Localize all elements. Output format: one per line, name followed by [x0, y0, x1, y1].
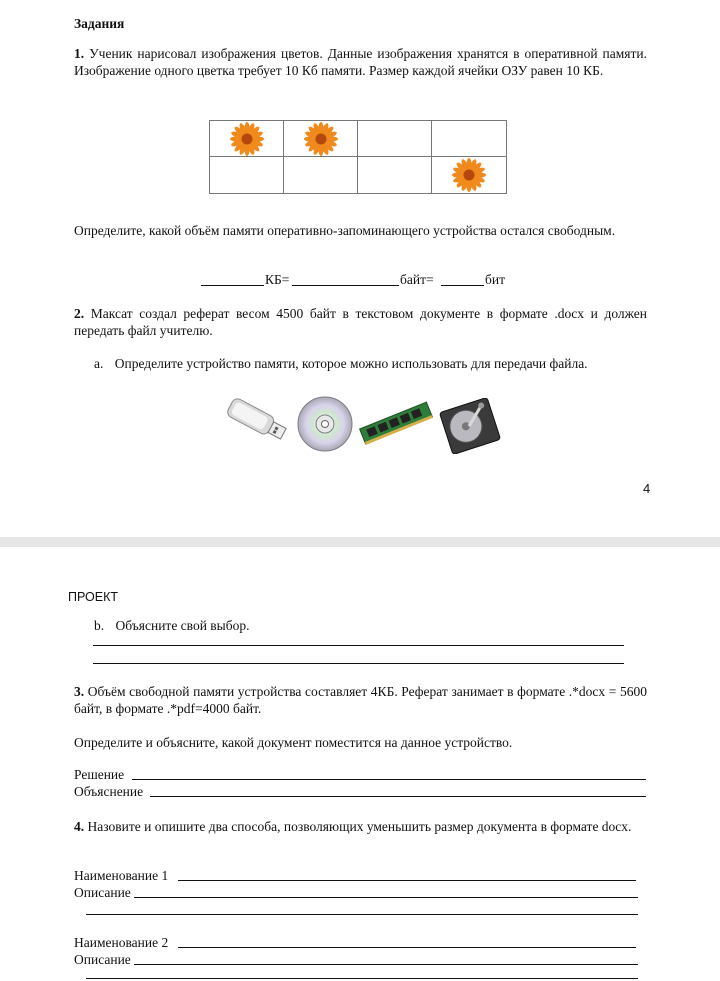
question-4-text	[74, 818, 647, 835]
description-1-label: Описание	[74, 885, 131, 900]
item-b-marker: b.	[94, 618, 105, 633]
question-4-body: Назовите и опишите два способа, позволяющих уменьшить размер документа в формате docx.	[87, 819, 632, 834]
flower-icon	[452, 158, 486, 192]
flower-icon	[230, 122, 264, 156]
question-2-text	[74, 305, 647, 339]
question-3-body: Объём свободной памяти устройства составляет 4КБ. Реферат занимает в формате .*docx = 5600 байт, в формате .*pdf=4000 байт.	[74, 684, 648, 716]
question-1-text	[74, 45, 647, 79]
item-a-text: Определите устройство памяти, которое можно использовать для передачи файла.	[114, 356, 588, 371]
name-1-label: Наименование 1	[74, 868, 169, 883]
question-3-text	[74, 683, 647, 717]
question-1-number: 1.	[74, 46, 85, 61]
description-1-line[interactable]	[134, 897, 638, 898]
description-2-line-extra[interactable]	[86, 978, 638, 979]
page-header: ПРОЕКТ	[68, 590, 119, 604]
blank-kb[interactable]	[201, 285, 264, 286]
ram-cell	[358, 157, 432, 193]
ram-cell	[358, 121, 432, 157]
page-separator	[0, 537, 720, 547]
explanation-label: Объяснение	[74, 784, 144, 799]
cd-disc-icon	[296, 395, 354, 453]
description-2-label: Описание	[74, 952, 131, 967]
description-2-line[interactable]	[134, 964, 638, 965]
answer-line[interactable]	[93, 645, 624, 646]
bit-label: бит	[485, 272, 505, 287]
answer-line-1	[201, 271, 541, 289]
ram-module-icon	[356, 398, 436, 448]
question-2b	[94, 617, 250, 634]
question-3-task: Определите и объясните, какой документ поместится на данное устройство.	[74, 735, 513, 750]
kb-label: КБ=	[265, 272, 290, 287]
item-b-text: Объясните свой выбор.	[115, 618, 250, 633]
byte-label: байт=	[400, 272, 434, 287]
item-a-marker: a.	[94, 356, 104, 371]
question-2a	[94, 355, 654, 372]
flower-icon	[304, 122, 338, 156]
ram-cells-table	[209, 120, 507, 194]
page-number: 4	[643, 481, 651, 496]
ram-cell	[284, 157, 358, 193]
explanation-line[interactable]	[150, 796, 646, 797]
ram-cell	[432, 121, 506, 157]
description-1-line-extra[interactable]	[86, 914, 638, 915]
ram-cell	[210, 157, 284, 193]
solution-line[interactable]	[132, 779, 646, 780]
question-1-task: Определите, какой объём памяти оперативно-запоминающего устройства остался свободным.	[74, 223, 616, 238]
blank-byte[interactable]	[292, 285, 399, 286]
question-2-body: Максат создал реферат весом 4500 байт в текстовом документе в формате .docx и должен передать файл учителю.	[74, 306, 648, 338]
question-1-body: Ученик нарисовал изображения цветов. Данные изображения хранятся в оперативной памяти. Изображение одного цветка требует 10 Кб памяти. Размер каждой ячейки ОЗУ равен 10 КБ.	[74, 46, 648, 78]
usb-flash-icon	[218, 392, 292, 450]
answer-line[interactable]	[93, 663, 624, 664]
ram-cell	[432, 157, 506, 193]
question-2-number: 2.	[74, 306, 85, 321]
question-4-number: 4.	[74, 819, 85, 834]
solution-label: Решение	[74, 767, 125, 782]
name-2-label: Наименование 2	[74, 935, 169, 950]
ram-cell	[284, 121, 358, 157]
ram-cell	[210, 121, 284, 157]
section-heading: Задания	[74, 16, 125, 31]
hard-drive-icon	[437, 398, 503, 454]
blank-bit[interactable]	[441, 285, 484, 286]
question-3-number: 3.	[74, 684, 85, 699]
name-2-line[interactable]	[178, 947, 636, 948]
name-1-line[interactable]	[178, 880, 636, 881]
